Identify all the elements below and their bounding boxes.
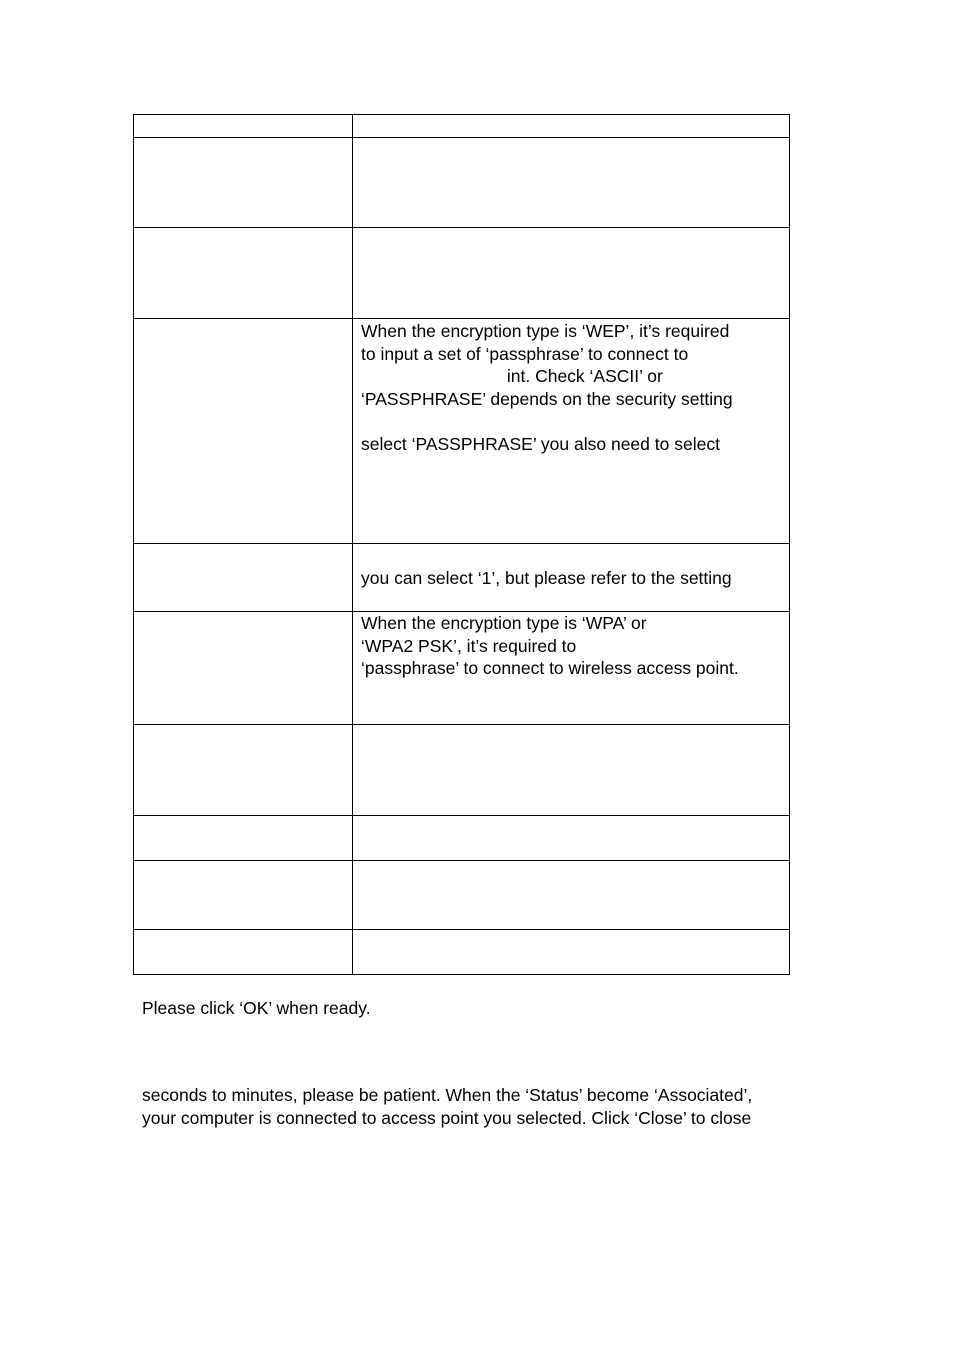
status-paragraph-line: your computer is connected to access point you selected. Click ‘Close’ to close [142,1107,752,1128]
setting-description-cell [353,861,790,930]
setting-description-cell [353,319,790,544]
setting-label-cell [134,138,353,228]
setting-label-cell [134,319,353,544]
setting-description-cell [353,228,790,319]
setting-label-cell [134,816,353,861]
table-row [134,138,790,228]
wpa-description-line: ‘WPA2 PSK’, it’s required to [361,635,577,656]
wpa-description-line: When the encryption type is ‘WPA’ or [361,613,647,633]
table-row [134,930,790,975]
table-row [134,861,790,930]
table-row [134,725,790,816]
setting-description-cell [353,115,790,138]
table-row [134,544,790,612]
wep-description-line: to input a set of ‘passphrase’ to connect to [361,343,689,364]
setting-label-cell [134,861,353,930]
setting-description-cell [353,138,790,228]
setting-description-cell [353,930,790,975]
setting-description-cell [353,816,790,861]
setting-label-cell [134,228,353,319]
settings-table [133,114,790,975]
setting-description-cell [353,612,790,725]
setting-label-cell [134,115,353,138]
wpa-description-line: ‘passphrase’ to connect to wireless access point. [361,658,739,678]
table-row [134,115,790,138]
wep-description-line: int. Check ‘ASCII’ or [361,366,663,386]
setting-label-cell [134,725,353,816]
setting-description-cell [353,725,790,816]
setting-label-cell [134,930,353,975]
setting-label-cell [134,544,353,612]
setting-description-cell [353,544,790,612]
table-row [134,612,790,725]
status-paragraph-line: seconds to minutes, please be patient. When the ‘Status’ become ‘Associated’, [142,1085,753,1105]
wep-description-line: ‘PASSPHRASE’ depends on the security setting [361,388,733,409]
setting-label-cell [134,612,353,725]
instruction-ok-text: Please click ‘OK’ when ready. [142,998,371,1018]
table-row [134,319,790,544]
wep-description-line: select ‘PASSPHRASE’ you also need to select [361,433,720,454]
wep-description-line: When the encryption type is ‘WEP’, it’s required [361,321,730,341]
table-row [134,816,790,861]
table-row [134,228,790,319]
key-index-description-line: you can select ‘1’, but please refer to the setting [361,567,732,588]
